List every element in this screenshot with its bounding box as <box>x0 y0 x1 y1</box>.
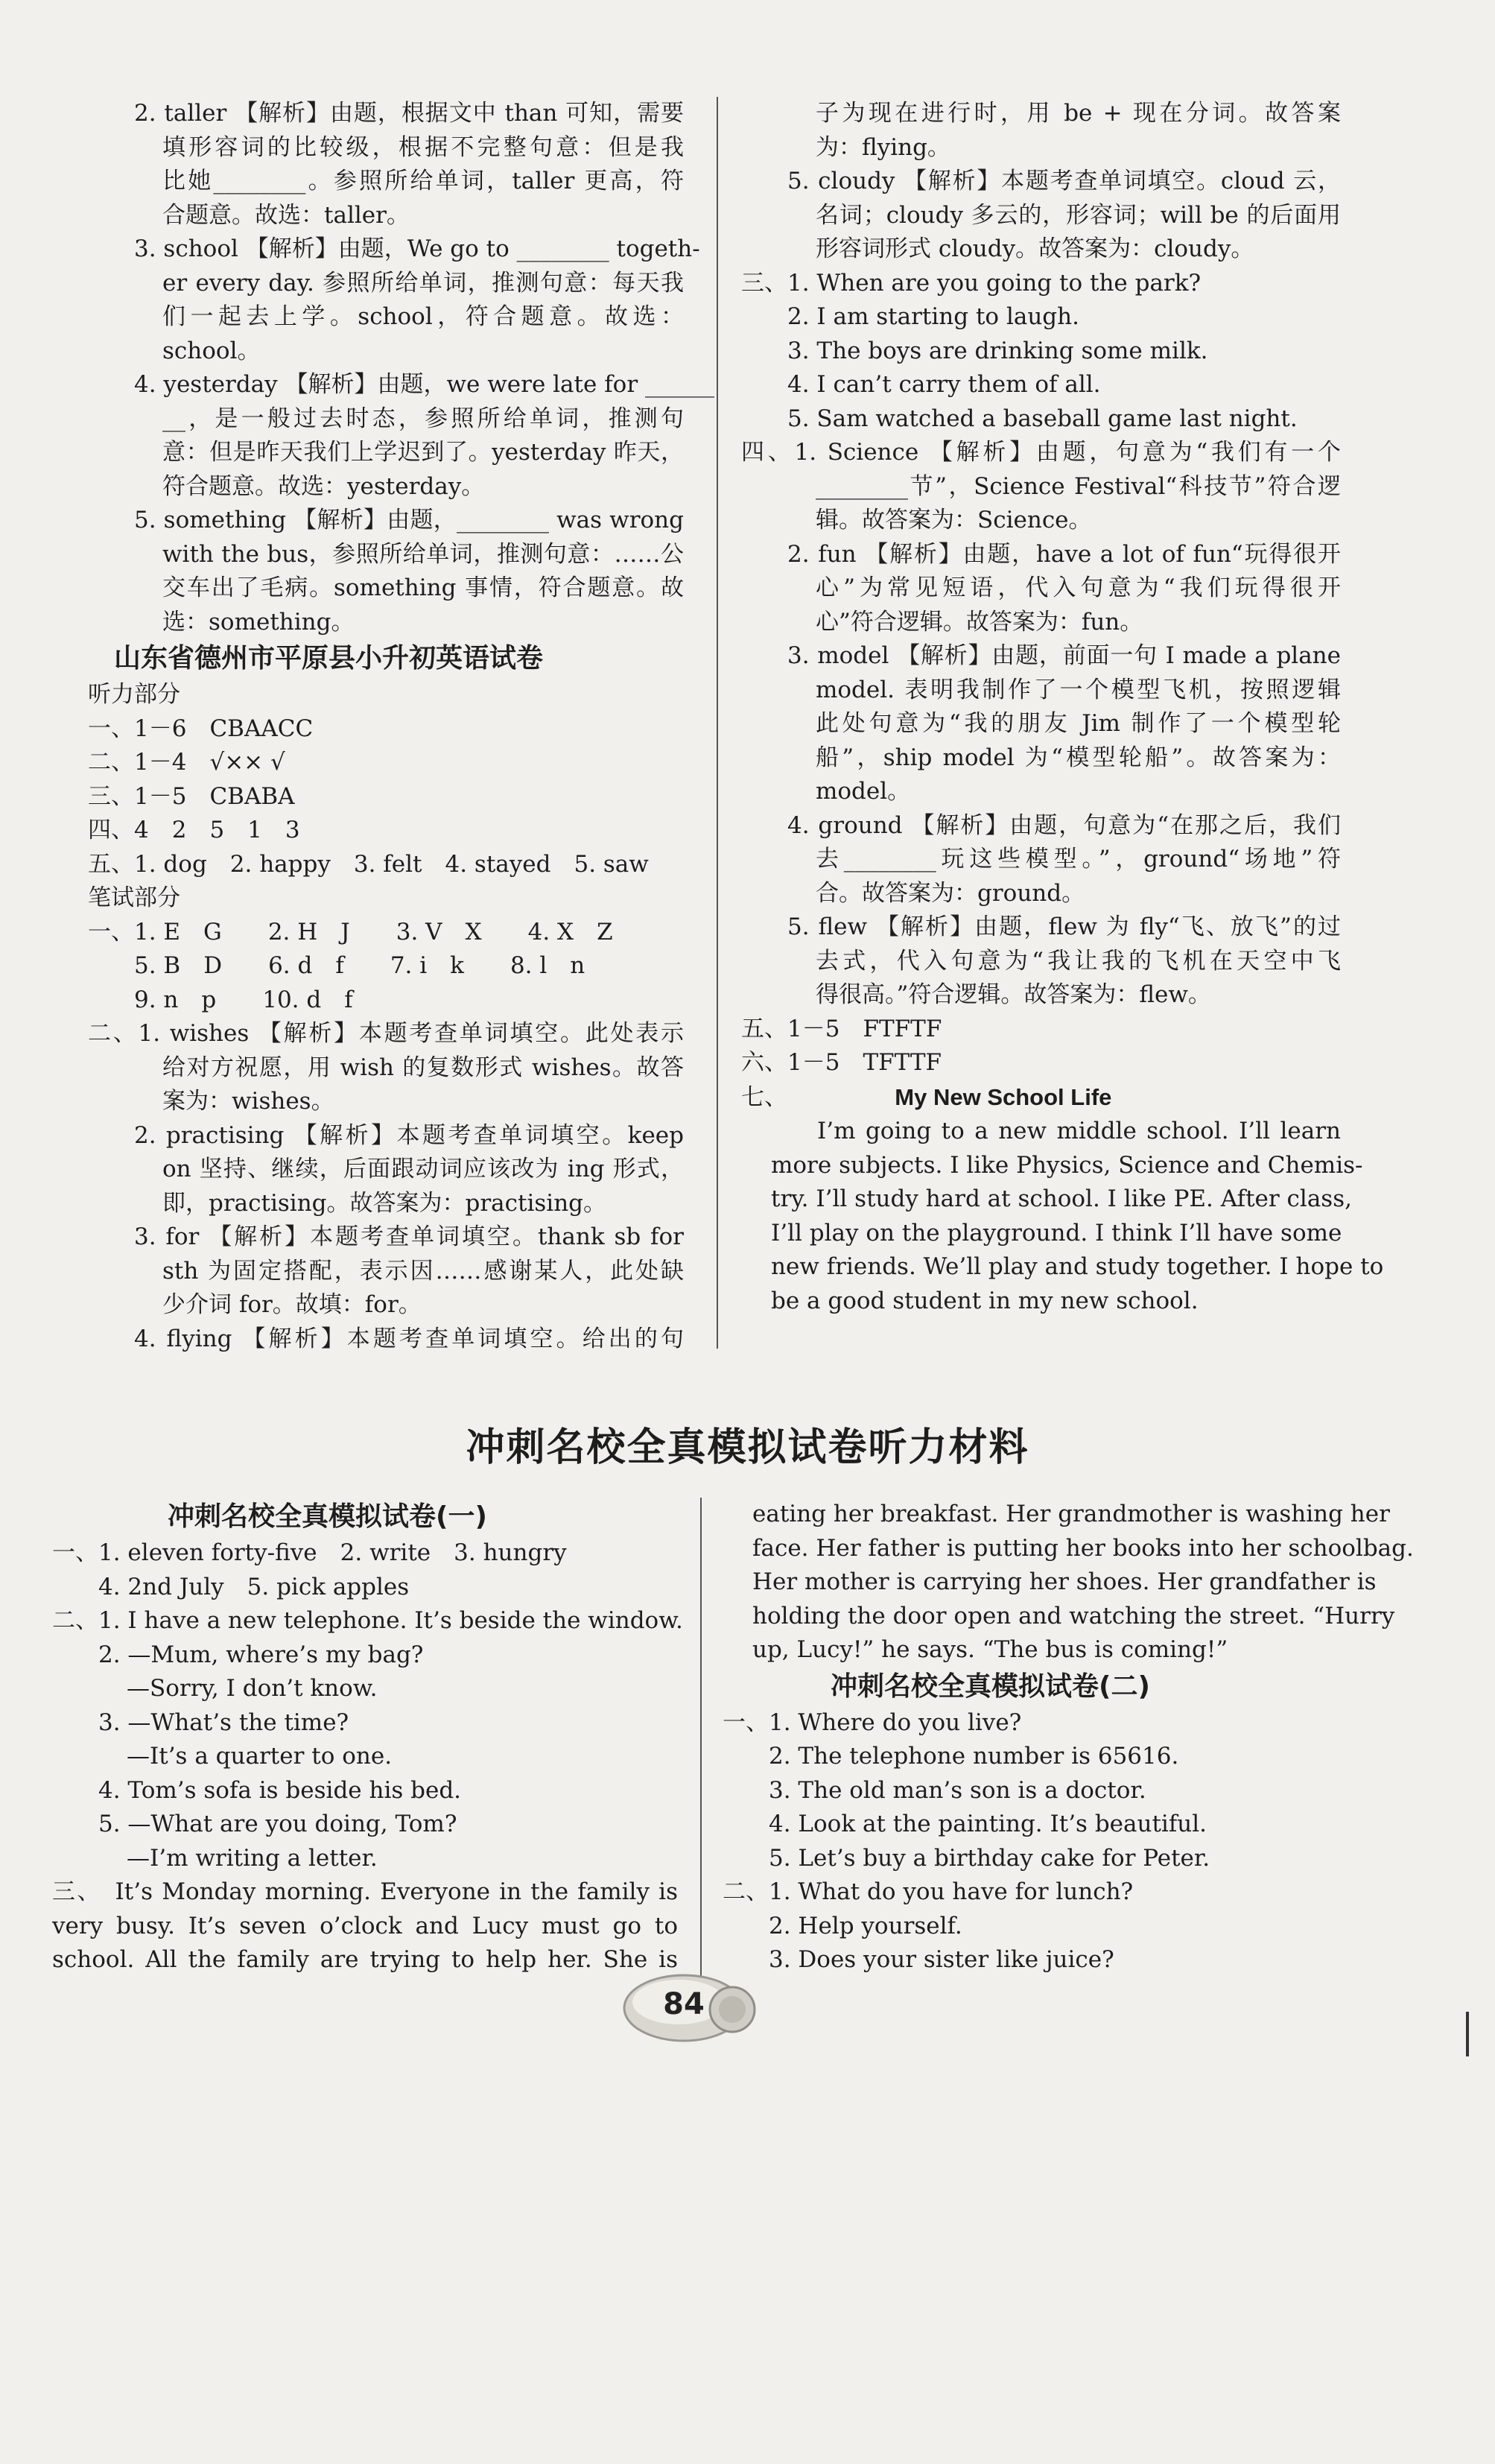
essay-line: try. I’ll study hard at school. I like PE. After class, <box>771 1185 1352 1212</box>
answer-line: er every day. 参照所给单词，推测句意：每天我 <box>162 269 684 297</box>
script-line: 2. The telephone number is 65616. <box>769 1743 1179 1770</box>
essay-heading <box>741 1080 1341 1115</box>
answer-line: 听力部分 <box>88 681 180 708</box>
answer-line: model. 表明我制作了一个模型飞机，按照逻辑 <box>816 676 1341 703</box>
answer-line: 们一起去上学。school，符合题意。故选： <box>162 303 684 330</box>
script-line: 二、1. I have a new telephone. It’s beside the window. <box>52 1607 683 1634</box>
answer-line: 案为：wishes。 <box>162 1088 334 1115</box>
section-title: 山东省德州市平原县小升初英语试卷 <box>114 643 544 674</box>
answer-line: 4. ground 【解析】由题，句意为“在那之后，我们 <box>787 811 1341 839</box>
essay-line: new friends. We’ll play and study together. I hope to <box>771 1253 1384 1280</box>
bottom-left-column <box>52 1498 683 1977</box>
essay-line: be a good student in my new school. <box>771 1287 1199 1314</box>
answer-line: 得很高。”符合逻辑。故答案为：flew。 <box>816 981 1211 1008</box>
answer-line: 六、1－5 TFTTF <box>741 1049 942 1076</box>
test-one-title: 冲刺名校全真模拟试卷(一) <box>168 1501 487 1532</box>
script-line: —I’m writing a letter. <box>127 1844 378 1872</box>
answer-line: 3. The boys are drinking some milk. <box>787 337 1208 364</box>
page-number: 84 <box>663 1987 705 2021</box>
script-line: school. All the family are trying to help her. She is <box>52 1946 678 1973</box>
answer-line: 五、1－5 FTFTF <box>741 1015 942 1042</box>
answer-line: 辑。故答案为：Science。 <box>816 507 1092 533</box>
script-line: 4. 2nd July 5. pick apples <box>98 1573 410 1600</box>
answer-line: 笔试部分 <box>88 884 180 911</box>
script-line: 5. Let’s buy a birthday cake for Peter. <box>769 1844 1210 1872</box>
answer-line: 9. n p 10. d f <box>134 986 353 1013</box>
answer-line: 5. cloudy 【解析】本题考查单词填空。cloud 云， <box>787 168 1341 194</box>
answer-line: 3. model 【解析】由题，前面一句 I made a plane <box>787 642 1341 669</box>
answer-line: 四、1. Science 【解析】由题，句意为“我们有一个 <box>741 439 1341 466</box>
answer-line: 为：flying。 <box>816 133 950 161</box>
script-line: 5. —What are you doing, Tom? <box>98 1811 457 1837</box>
test-two-title: 冲刺名校全真模拟试卷(二) <box>831 1670 1150 1702</box>
answer-line: 二、1. wishes 【解析】本题考查单词填空。此处表示 <box>88 1020 684 1047</box>
script-line: holding the door open and watching the street. “Hurry <box>752 1602 1395 1630</box>
script-line: 一、1. Where do you live? <box>723 1708 1022 1736</box>
script-line: 一、1. eleven forty-five 2. write 3. hungry <box>52 1539 567 1566</box>
answer-line: 三、1－5 CBABA <box>88 782 295 810</box>
answer-line: 去________玩这些模型。”，ground“场地”符 <box>816 846 1341 872</box>
right-column <box>741 97 1384 1318</box>
answer-line: 5. B D 6. d f 7. i k 8. l n <box>134 952 585 979</box>
answer-line: 比她________。参照所给单词，taller 更高，符 <box>162 168 684 194</box>
answer-line: 4. yesterday 【解析】由题，we were late for ______ <box>134 371 715 398</box>
script-line: 3. Does your sister like juice? <box>769 1946 1114 1973</box>
column-divider <box>700 1498 702 1982</box>
script-line: 2. Help yourself. <box>769 1912 962 1939</box>
script-line: eating her breakfast. Her grandmother is washing her <box>752 1501 1390 1527</box>
answer-line: 心”为常见短语，代入句意为“我们玩得很开 <box>816 574 1341 601</box>
script-line: 4. Look at the painting. It’s beautiful. <box>769 1811 1207 1837</box>
answer-line: 给对方祝愿，用 wish 的复数形式 wishes。故答 <box>162 1054 684 1081</box>
answer-line: 5. something 【解析】由题，________ was wrong <box>134 507 684 533</box>
answer-line: 形容词形式 cloudy。故答案为：cloudy。 <box>816 235 1254 262</box>
answer-line: 2. taller 【解析】由题，根据文中 than 可知，需要 <box>134 100 684 127</box>
script-line: 二、1. What do you have for lunch? <box>723 1878 1134 1905</box>
answer-line: 四、4 2 5 1 3 <box>88 817 300 843</box>
answer-line: 合。故答案为：ground。 <box>816 879 1085 907</box>
script-line: 2. —Mum, where’s my bag? <box>98 1641 424 1668</box>
script-line: 4. Tom’s sofa is beside his bed. <box>98 1776 462 1804</box>
answer-line: 5. flew 【解析】由题，flew 为 fly“飞、放飞”的过 <box>787 913 1341 940</box>
essay-label: 七、 <box>741 1083 787 1111</box>
scan-mark <box>1466 2012 1469 2056</box>
listening-material-title: 冲刺名校全真模拟试卷听力材料 <box>466 1425 1029 1470</box>
answer-line: 填形容词的比较级，根据不完整句意：但是我 <box>162 133 684 161</box>
answer-line: on 坚持、继续，后面跟动词应该改为 ing 形式， <box>162 1156 684 1182</box>
answer-line: 心”符合逻辑。故答案为：fun。 <box>816 608 1143 636</box>
script-line: 3. —What’s the time? <box>98 1708 349 1736</box>
column-divider <box>717 97 718 1349</box>
answer-line: 3. for 【解析】本题考查单词填空。thank sb for <box>134 1223 684 1250</box>
script-line: 3. The old man’s son is a doctor. <box>769 1776 1146 1804</box>
answer-line: with the bus，参照所给单词，推测句意：……公 <box>162 540 684 568</box>
answer-line: 五、1. dog 2. happy 3. felt 4. stayed 5. saw <box>88 850 649 878</box>
answer-line: 4. I can’t carry them of all. <box>787 371 1101 398</box>
script-line: —Sorry, I don’t know. <box>127 1675 378 1702</box>
answer-line: 此处句意为“我的朋友 Jim 制作了一个模型轮 <box>816 710 1341 737</box>
answer-line: ________节”，Science Festival“科技节”符合逻 <box>816 472 1341 500</box>
script-line: face. Her father is putting her books into her schoolbag. <box>752 1534 1414 1562</box>
answer-line: 4. flying 【解析】本题考查单词填空。给出的句 <box>134 1325 684 1352</box>
answer-line: 船”，ship model 为“模型轮船”。故答案为： <box>816 744 1341 771</box>
essay-line: I’ll play on the playground. I think I’ll have some <box>771 1219 1342 1247</box>
answer-line: sth 为固定搭配，表示因……感谢某人，此处缺 <box>162 1257 684 1285</box>
answer-line: 5. Sam watched a baseball game last night. <box>787 405 1298 432</box>
answer-line: 少介词 for。故填：for。 <box>162 1291 422 1318</box>
script-line: up, Lucy!” he says. “The bus is coming!” <box>752 1636 1228 1663</box>
left-column <box>88 97 715 1356</box>
answer-line: model。 <box>816 778 911 805</box>
answer-line: 二、1－4 √×× √ <box>88 749 285 776</box>
answer-line: 选：something。 <box>162 608 355 636</box>
page-number-badge <box>620 1965 769 2054</box>
answer-line: 即，practising。故答案为：practising。 <box>162 1189 607 1217</box>
answer-line: 交车出了毛病。something 事情，符合题意。故 <box>162 574 684 601</box>
essay-title: My New School Life <box>895 1083 1112 1110</box>
answer-line: 合题意。故选：taller。 <box>162 201 410 229</box>
answer-line: 2. practising 【解析】本题考查单词填空。keep <box>134 1121 684 1149</box>
answer-line: 意：但是昨天我们上学迟到了。yesterday 昨天， <box>162 439 684 466</box>
answer-line: school。 <box>162 337 261 364</box>
bottom-right-column <box>723 1498 1414 1977</box>
script-line: Her mother is carrying her shoes. Her grandfather is <box>752 1568 1377 1595</box>
script-line: —It’s a quarter to one. <box>127 1743 393 1770</box>
answer-line: 2. I am starting to laugh. <box>787 303 1079 330</box>
script-line: very busy. It’s seven o’clock and Lucy must go to <box>52 1912 678 1939</box>
answer-line: 三、1. When are you going to the park? <box>741 269 1202 297</box>
script-line: 三、 It’s Monday morning. Everyone in the family is <box>52 1878 678 1905</box>
answer-line: 去式，代入句意为“我让我的飞机在天空中飞 <box>816 947 1341 975</box>
essay-line: I’m going to a new middle school. I’ll learn <box>817 1118 1341 1144</box>
answer-line: 2. fun 【解析】由题，have a lot of fun“玩得很开 <box>787 540 1341 568</box>
answer-line: __，是一般过去时态，参照所给单词，推测句 <box>162 405 684 432</box>
answer-line: 符合题意。故选：yesterday。 <box>162 472 485 500</box>
answer-line: 一、1－6 CBAACC <box>88 715 314 742</box>
essay-line: more subjects. I like Physics, Science and Chemis- <box>771 1151 1363 1179</box>
answer-line: 3. school 【解析】由题，We go to ________ togeth- <box>134 235 700 262</box>
answer-line: 子为现在进行时，用 be + 现在分词。故答案 <box>816 100 1341 127</box>
answer-line: 一、1. E G 2. H J 3. V X 4. X Z <box>88 918 613 946</box>
answer-line: 名词；cloudy 多云的，形容词；will be 的后面用 <box>816 201 1341 229</box>
